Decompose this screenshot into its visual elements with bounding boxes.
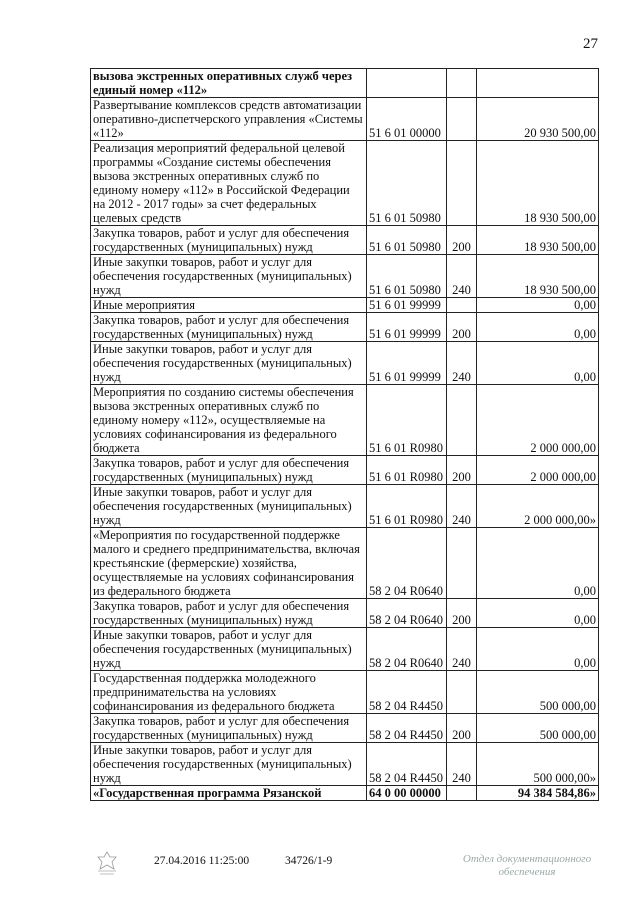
footer-date: 27.04.2016 11:25:00 bbox=[154, 855, 250, 867]
table-row bbox=[91, 226, 599, 255]
row-code: 51 6 01 50980 bbox=[367, 255, 447, 298]
budget-table-body bbox=[91, 69, 599, 801]
row-description: Закупка товаров, работ и услуг для обеспечения государственных (муниципальных) нужд bbox=[91, 226, 367, 255]
emblem-seal-icon bbox=[92, 849, 122, 879]
table-row bbox=[91, 313, 599, 342]
row-expense-type: 200 bbox=[447, 599, 477, 628]
row-description: «Государственная программа Рязанской bbox=[91, 786, 367, 801]
row-amount: 0,00 bbox=[477, 313, 599, 342]
table-row bbox=[91, 671, 599, 714]
row-expense-type bbox=[447, 786, 477, 801]
row-amount: 18 930 500,00 bbox=[477, 255, 599, 298]
stamp-line-2: обеспечения bbox=[498, 866, 556, 878]
row-amount: 500 000,00 bbox=[477, 671, 599, 714]
table-row bbox=[91, 743, 599, 786]
row-expense-type: 200 bbox=[447, 313, 477, 342]
table-row bbox=[91, 528, 599, 599]
row-amount: 0,00 bbox=[477, 599, 599, 628]
budget-table bbox=[90, 68, 599, 801]
table-row bbox=[91, 255, 599, 298]
row-description: Развертывание комплексов средств автоматизации оперативно-диспетчерского управления «Системы «112» bbox=[91, 98, 367, 141]
table-row bbox=[91, 628, 599, 671]
row-expense-type: 240 bbox=[447, 628, 477, 671]
page-number: 27 bbox=[583, 36, 598, 52]
row-amount: 2 000 000,00 bbox=[477, 385, 599, 456]
row-code: 51 6 01 99999 bbox=[367, 298, 447, 313]
row-code: 51 6 01 R0980 bbox=[367, 485, 447, 528]
table-row bbox=[91, 485, 599, 528]
stamp-line-1: Отдел документационного bbox=[462, 853, 592, 865]
row-code: 51 6 01 R0980 bbox=[367, 385, 447, 456]
row-code: 58 2 04 R0640 bbox=[367, 599, 447, 628]
row-amount: 0,00 bbox=[477, 342, 599, 385]
table-row bbox=[91, 98, 599, 141]
table-row bbox=[91, 385, 599, 456]
row-amount: 2 000 000,00 bbox=[477, 456, 599, 485]
row-description: Иные закупки товаров, работ и услуг для обеспечения государственных (муниципальных) нужд bbox=[91, 342, 367, 385]
footer-doc-id: 34726/1-9 bbox=[285, 855, 333, 867]
row-code: 58 2 04 R0640 bbox=[367, 628, 447, 671]
row-amount: 94 384 584,86» bbox=[477, 786, 599, 801]
table-row bbox=[91, 69, 599, 98]
row-description: Закупка товаров, работ и услуг для обеспечения государственных (муниципальных) нужд bbox=[91, 313, 367, 342]
table-row bbox=[91, 141, 599, 226]
row-expense-type: 240 bbox=[447, 342, 477, 385]
row-expense-type: 200 bbox=[447, 714, 477, 743]
row-code: 51 6 01 R0980 bbox=[367, 456, 447, 485]
row-amount: 500 000,00 bbox=[477, 714, 599, 743]
row-description: Закупка товаров, работ и услуг для обеспечения государственных (муниципальных) нужд bbox=[91, 599, 367, 628]
row-description: Государственная поддержка молодежного предпринимательства на условиях софинансирования из федерального бюджета bbox=[91, 671, 367, 714]
row-description: Иные закупки товаров, работ и услуг для обеспечения государственных (муниципальных) нужд bbox=[91, 628, 367, 671]
row-code bbox=[367, 69, 447, 98]
row-description: Иные закупки товаров, работ и услуг для обеспечения государственных (муниципальных) нужд bbox=[91, 255, 367, 298]
row-expense-type: 240 bbox=[447, 743, 477, 786]
row-amount: 0,00 bbox=[477, 528, 599, 599]
row-code: 51 6 01 99999 bbox=[367, 342, 447, 385]
row-description: Реализация мероприятий федеральной целевой программы «Создание системы обеспечения вызова экстренных оперативных служб по единому номеру «112» в Российской Федерации на 2012 - 2017 годы» за счет федеральных целевых средств bbox=[91, 141, 367, 226]
row-amount: 20 930 500,00 bbox=[477, 98, 599, 141]
table-row bbox=[91, 714, 599, 743]
row-expense-type bbox=[447, 141, 477, 226]
row-expense-type bbox=[447, 385, 477, 456]
row-amount: 18 930 500,00 bbox=[477, 141, 599, 226]
table-row bbox=[91, 342, 599, 385]
department-stamp bbox=[452, 853, 602, 879]
row-code: 58 2 04 R4450 bbox=[367, 671, 447, 714]
table-row bbox=[91, 456, 599, 485]
row-amount: 0,00 bbox=[477, 298, 599, 313]
row-code: 58 2 04 R0640 bbox=[367, 528, 447, 599]
row-code: 64 0 00 00000 bbox=[367, 786, 447, 801]
row-code: 51 6 01 00000 bbox=[367, 98, 447, 141]
row-description: Иные мероприятия bbox=[91, 298, 367, 313]
row-code: 58 2 04 R4450 bbox=[367, 714, 447, 743]
row-code: 51 6 01 99999 bbox=[367, 313, 447, 342]
row-description: «Мероприятия по государственной поддержке малого и среднего предпринимательства, включая крестьянские (фермерские) хозяйства, осуществляемые на условиях софинансирования из федерального бюджета bbox=[91, 528, 367, 599]
page-footer bbox=[0, 855, 640, 895]
row-expense-type bbox=[447, 69, 477, 98]
row-expense-type bbox=[447, 671, 477, 714]
row-description: Иные закупки товаров, работ и услуг для обеспечения государственных (муниципальных) нужд bbox=[91, 743, 367, 786]
row-description: Закупка товаров, работ и услуг для обеспечения государственных (муниципальных) нужд bbox=[91, 714, 367, 743]
row-description: Мероприятия по созданию системы обеспечения вызова экстренных оперативных служб по единому номеру «112», осуществляемые на условиях софинансирования из федерального бюджета bbox=[91, 385, 367, 456]
row-expense-type: 240 bbox=[447, 255, 477, 298]
table-row bbox=[91, 298, 599, 313]
row-amount bbox=[477, 69, 599, 98]
row-amount: 500 000,00» bbox=[477, 743, 599, 786]
table-row bbox=[91, 786, 599, 801]
row-code: 51 6 01 50980 bbox=[367, 226, 447, 255]
row-expense-type: 200 bbox=[447, 226, 477, 255]
row-expense-type bbox=[447, 298, 477, 313]
row-expense-type: 240 bbox=[447, 485, 477, 528]
row-description: Иные закупки товаров, работ и услуг для обеспечения государственных (муниципальных) нужд bbox=[91, 485, 367, 528]
table-row bbox=[91, 599, 599, 628]
row-description: вызова экстренных оперативных служб через единый номер «112» bbox=[91, 69, 367, 98]
row-expense-type: 200 bbox=[447, 456, 477, 485]
row-amount: 0,00 bbox=[477, 628, 599, 671]
row-code: 51 6 01 50980 bbox=[367, 141, 447, 226]
row-expense-type bbox=[447, 528, 477, 599]
row-amount: 18 930 500,00 bbox=[477, 226, 599, 255]
row-code: 58 2 04 R4450 bbox=[367, 743, 447, 786]
row-amount: 2 000 000,00» bbox=[477, 485, 599, 528]
row-description: Закупка товаров, работ и услуг для обеспечения государственных (муниципальных) нужд bbox=[91, 456, 367, 485]
row-expense-type bbox=[447, 98, 477, 141]
